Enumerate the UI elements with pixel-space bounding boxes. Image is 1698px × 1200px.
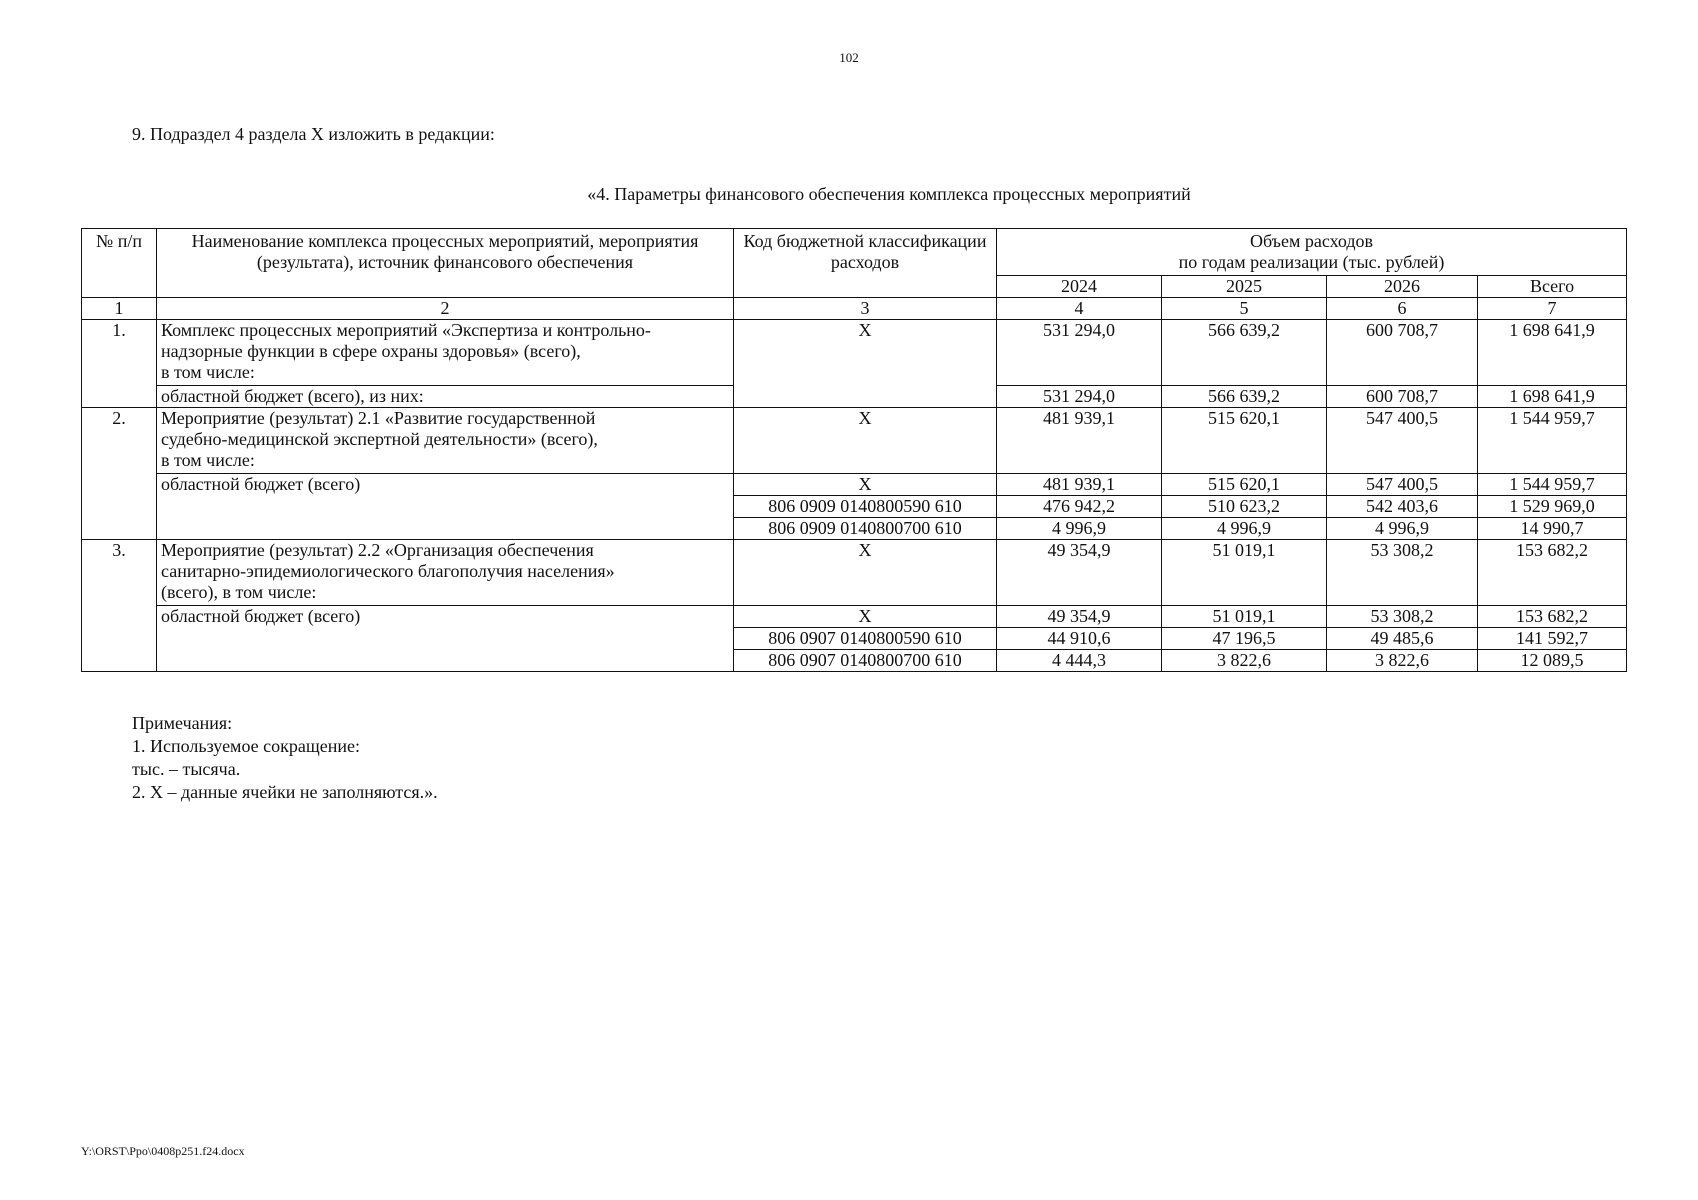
row2-b-total: 14 990,7 bbox=[1478, 518, 1627, 540]
row3-b-total: 12 089,5 bbox=[1478, 650, 1627, 672]
note-1: 1. Используемое сокращение: bbox=[132, 736, 360, 756]
row3-a-2026: 49 485,6 bbox=[1327, 628, 1478, 650]
row2-name-line3: в том числе: bbox=[161, 450, 255, 470]
footer-file-path: Y:\ORST\Ppo\0408p251.f24.docx bbox=[81, 1144, 245, 1158]
row2-a-2026: 542 403,6 bbox=[1327, 496, 1478, 518]
col-number-1: 1 bbox=[82, 298, 157, 320]
row3-sub-code: X bbox=[734, 606, 997, 628]
row1-2025: 566 639,2 bbox=[1162, 320, 1327, 386]
row2-sub-2026: 547 400,5 bbox=[1327, 474, 1478, 496]
row3-total: 153 682,2 bbox=[1478, 540, 1627, 606]
table-row bbox=[82, 408, 1627, 474]
row2-name-line2: судебно-медицинской экспертной деятельности» (всего), bbox=[161, 429, 598, 449]
header-total: Всего bbox=[1478, 276, 1627, 298]
col-number-5: 5 bbox=[1162, 298, 1327, 320]
header-year-2025: 2025 bbox=[1162, 276, 1327, 298]
col-number-7: 7 bbox=[1478, 298, 1627, 320]
row1-sub-2026: 600 708,7 bbox=[1327, 386, 1478, 408]
row3-name-line1: Мероприятие (результат) 2.2 «Организация обеспечения bbox=[161, 540, 594, 560]
row1-2024: 531 294,0 bbox=[997, 320, 1162, 386]
intro-paragraph: 9. Подраздел 4 раздела X изложить в редакции: bbox=[132, 124, 495, 144]
row1-2026: 600 708,7 bbox=[1327, 320, 1478, 386]
header-name: Наименование комплекса процессных мероприятий, мероприятия (результата), источник финансового обеспечения bbox=[157, 229, 734, 298]
row2-a-code: 806 0909 0140800590 610 bbox=[734, 496, 997, 518]
row3-name bbox=[157, 540, 734, 606]
table-row bbox=[82, 540, 1627, 606]
row2-2024: 481 939,1 bbox=[997, 408, 1162, 474]
header-year-2024: 2024 bbox=[997, 276, 1162, 298]
row1-num: 1. bbox=[82, 320, 157, 408]
row3-a-2024: 44 910,6 bbox=[997, 628, 1162, 650]
col-number-4: 4 bbox=[997, 298, 1162, 320]
row1-sub-2024: 531 294,0 bbox=[997, 386, 1162, 408]
table-row bbox=[82, 320, 1627, 386]
row2-b-2025: 4 996,9 bbox=[1162, 518, 1327, 540]
row1-name bbox=[157, 320, 734, 386]
row3-2024: 49 354,9 bbox=[997, 540, 1162, 606]
header-num: № п/п bbox=[82, 229, 157, 298]
row2-b-2024: 4 996,9 bbox=[997, 518, 1162, 540]
header-volume bbox=[997, 229, 1627, 276]
header-volume-line1: Объем расходов bbox=[1249, 231, 1374, 251]
row3-name-line3: (всего), в том числе: bbox=[161, 582, 317, 602]
table-row bbox=[82, 474, 1627, 496]
row3-sub-name: областной бюджет (всего) bbox=[157, 606, 734, 672]
header-year-2026: 2026 bbox=[1327, 276, 1478, 298]
row1-sub-name: областной бюджет (всего), из них: bbox=[157, 386, 734, 408]
row2-sub-2025: 515 620,1 bbox=[1162, 474, 1327, 496]
row2-name bbox=[157, 408, 734, 474]
row3-num: 3. bbox=[82, 540, 157, 672]
row3-a-code: 806 0907 0140800590 610 bbox=[734, 628, 997, 650]
row3-a-2025: 47 196,5 bbox=[1162, 628, 1327, 650]
row3-code: X bbox=[734, 540, 997, 606]
row3-sub-total: 153 682,2 bbox=[1478, 606, 1627, 628]
row2-sub-code: X bbox=[734, 474, 997, 496]
row1-total: 1 698 641,9 bbox=[1478, 320, 1627, 386]
row1-name-line2: надзорные функции в сфере охраны здоровья» (всего), bbox=[161, 341, 581, 361]
row2-total: 1 544 959,7 bbox=[1478, 408, 1627, 474]
financial-parameters-table bbox=[81, 228, 1627, 672]
col-number-3: 3 bbox=[734, 298, 997, 320]
row2-a-total: 1 529 969,0 bbox=[1478, 496, 1627, 518]
row3-name-line2: санитарно-эпидемиологического благополучия населения» bbox=[161, 561, 615, 581]
page-number: 102 bbox=[839, 50, 859, 65]
row3-2025: 51 019,1 bbox=[1162, 540, 1327, 606]
row1-name-line3: в том числе: bbox=[161, 362, 255, 382]
table-title: «4. Параметры финансового обеспечения комплекса процессных мероприятий bbox=[587, 184, 1191, 204]
col-number-6: 6 bbox=[1327, 298, 1478, 320]
row2-2025: 515 620,1 bbox=[1162, 408, 1327, 474]
row3-a-total: 141 592,7 bbox=[1478, 628, 1627, 650]
row3-b-2026: 3 822,6 bbox=[1327, 650, 1478, 672]
row3-sub-2025: 51 019,1 bbox=[1162, 606, 1327, 628]
note-1-detail: тыс. – тысяча. bbox=[132, 759, 241, 779]
row1-name-line1: Комплекс процессных мероприятий «Экспертиза и контрольно- bbox=[161, 320, 651, 340]
row1-sub-total: 1 698 641,9 bbox=[1478, 386, 1627, 408]
row1-code: X bbox=[734, 320, 997, 408]
row2-a-2025: 510 623,2 bbox=[1162, 496, 1327, 518]
header-volume-line2: по годам реализации (тыс. рублей) bbox=[1178, 252, 1445, 272]
table-row bbox=[82, 606, 1627, 628]
note-2: 2. X – данные ячейки не заполняются.». bbox=[132, 782, 438, 802]
row2-b-code: 806 0909 0140800700 610 bbox=[734, 518, 997, 540]
row2-sub-total: 1 544 959,7 bbox=[1478, 474, 1627, 496]
row2-b-2026: 4 996,9 bbox=[1327, 518, 1478, 540]
row3-b-2024: 4 444,3 bbox=[997, 650, 1162, 672]
row2-a-2024: 476 942,2 bbox=[997, 496, 1162, 518]
notes-heading: Примечания: bbox=[132, 713, 233, 733]
row3-b-2025: 3 822,6 bbox=[1162, 650, 1327, 672]
row2-name-line1: Мероприятие (результат) 2.1 «Развитие государственной bbox=[161, 408, 596, 428]
row2-code: X bbox=[734, 408, 997, 474]
notes-block bbox=[132, 712, 438, 804]
row2-2026: 547 400,5 bbox=[1327, 408, 1478, 474]
row2-sub-name: областной бюджет (всего) bbox=[157, 474, 734, 540]
col-number-2: 2 bbox=[157, 298, 734, 320]
row3-sub-2026: 53 308,2 bbox=[1327, 606, 1478, 628]
row2-sub-2024: 481 939,1 bbox=[997, 474, 1162, 496]
header-code: Код бюджетной классификации расходов bbox=[734, 229, 997, 298]
row1-sub-2025: 566 639,2 bbox=[1162, 386, 1327, 408]
row3-2026: 53 308,2 bbox=[1327, 540, 1478, 606]
row2-num: 2. bbox=[82, 408, 157, 540]
row3-b-code: 806 0907 0140800700 610 bbox=[734, 650, 997, 672]
row3-sub-2024: 49 354,9 bbox=[997, 606, 1162, 628]
